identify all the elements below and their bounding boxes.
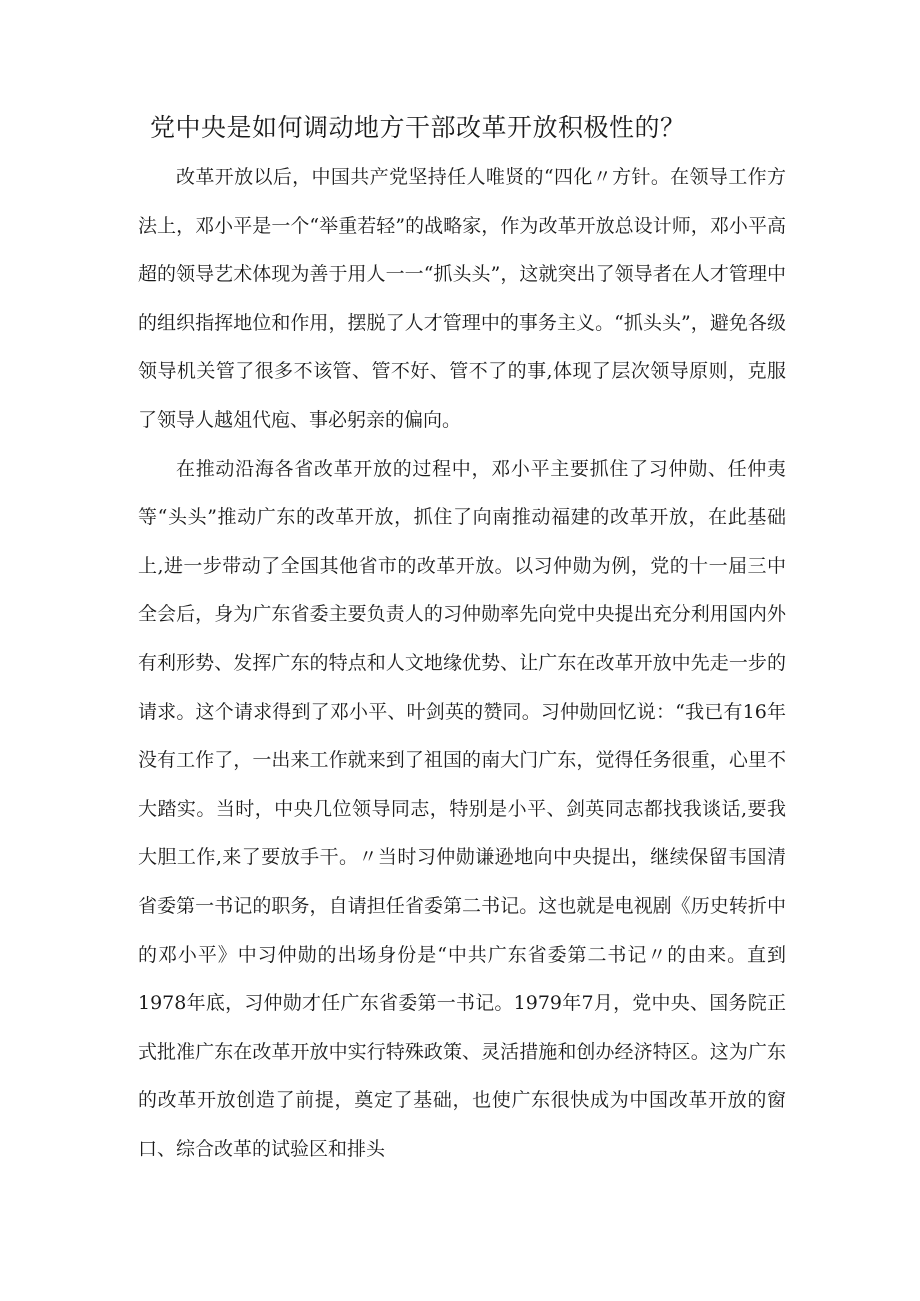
paragraph-1: 改革开放以后，中国共产党坚持任人唯贤的“四化〃方针。在领导工作方法上，邓小平是一个“举重若轻”的战略家，作为改革开放总设计师，邓小平高超的领导艺术体现为善于用人一一“抓头头”，这就突出了领导者在人才管理中的组织指挥地位和作用，摆脱了人才管理中的事务主义。“抓头头”，避免各级领导机关管了很多不该管、管不好、管不了的事,体现了层次领导原则，克服了领导人越俎代庖、事必躬亲的偏向。 — [138, 166, 786, 431]
page-title: 党中央是如何调动地方干部改革开放积极性的？ — [150, 113, 686, 142]
article-body — [138, 153, 786, 1173]
paragraph-2: 在推动沿海各省改革开放的过程中，邓小平主要抓住了习仲勋、任仲夷等“头头”推动广东的改革开放，抓住了向南推动福建的改革开放，在此基础上,进一步带动了全国其他省市的改革开放。以习仲勋为例，党的十一届三中全会后，身为广东省委主要负责人的习仲勋率先向党中央提出充分利用国内外有利形势、发挥广东的特点和人文地缘优势、让广东在改革开放中先走一步的请求。这个请求得到了邓小平、叶剑英的赞同。习仲勋回忆说：“我已有16年没有工作了，一出来工作就来到了祖国的南大门广东，觉得任务很重，心里不大踏实。当时，中央几位领导同志，特别是小平、剑英同志都找我谈话,要我大胆工作,来了要放手干。〃当时习仲勋谦逊地向中央提出，继续保留韦国清省委第一书记的职务，自请担任省委第二书记。这也就是电视剧《历史转折中的邓小平》中习仲勋的出场身份是“中共广东省委第二书记〃的由来。直到1978年底，习仲勋才任广东省委第一书记。1979年7月，党中央、国务院正式批准广东在改革开放中实行特殊政策、灵活措施和创办经济特区。这为广东的改革开放创造了前提，奠定了基础，也使广东很快成为中国改革开放的窗口、综合改革的试验区和排头 — [138, 457, 786, 1160]
